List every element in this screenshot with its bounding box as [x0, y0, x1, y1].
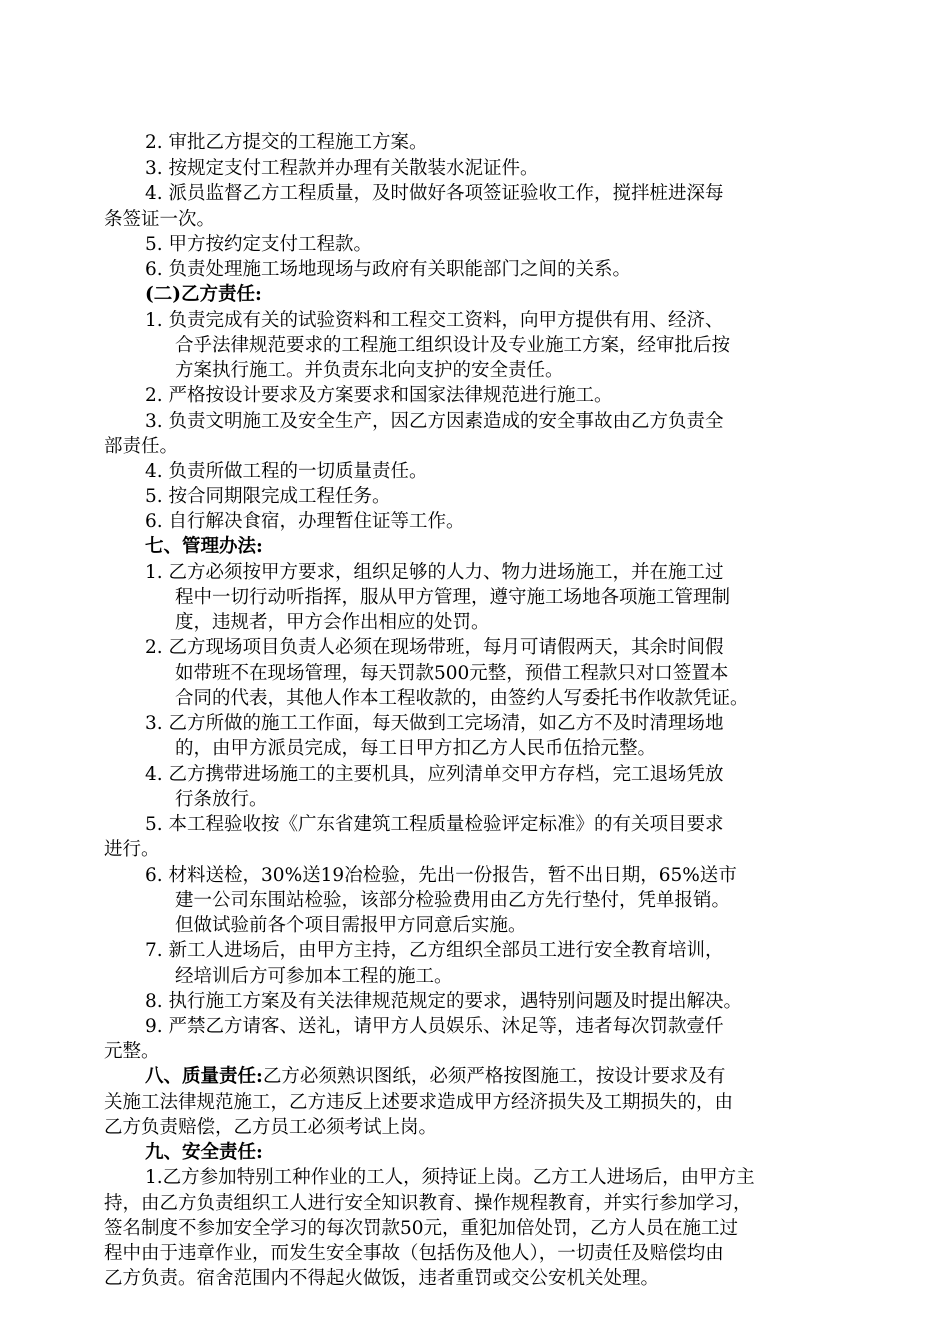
text-line: 4. 负责所做工程的一切质量责任。	[145, 461, 428, 482]
text-line: 条签证一次。	[104, 209, 216, 230]
text-line: 6. 自行解决食宿，办理暂住证等工作。	[145, 511, 465, 532]
text-line: 6. 负责处理施工场地现场与政府有关职能部门之间的关系。	[145, 259, 632, 280]
section-heading: (二)乙方责任:	[145, 284, 262, 305]
text-line: 程中一切行动听指挥，服从甲方管理，遵守施工场地各项施工管理制	[175, 587, 731, 608]
section-heading: 八、质量责任:	[145, 1066, 263, 1087]
text-line: 进行。	[104, 839, 160, 860]
paragraph-line	[145, 1065, 725, 1089]
text-line: 合乎法律规范要求的工程施工组织设计及专业施工方案，经审批后按	[175, 335, 731, 356]
text-line: 2. 乙方现场项目负责人必须在现场带班，每月可请假两天，其余时间假	[145, 637, 724, 658]
text-line: 部责任。	[104, 436, 179, 457]
text-line: 如带班不在现场管理，每天罚款500元整，预借工程款只对口签置本	[175, 663, 729, 684]
text-line: 9. 严禁乙方请客、送礼，请甲方人员娱乐、沐足等，违者每次罚款壹仟	[145, 1016, 724, 1037]
text-line: 持，由乙方负责组织工人进行安全知识教育、操作规程教育，并实行参加学习，	[104, 1193, 752, 1214]
text-line: 方案执行施工。并负责东北向支护的安全责任。	[175, 360, 564, 381]
text-line: 3. 乙方所做的施工工作面，每天做到工完场清，如乙方不及时清理场地	[145, 713, 724, 734]
text-line: 1.乙方参加特别工种作业的工人，须持证上岗。乙方工人进场后，由甲方主	[145, 1167, 755, 1188]
text-line: 的，由甲方派员完成，每工日甲方扣乙方人民币伍拾元整。	[175, 738, 657, 759]
text-line: 2. 严格按设计要求及方案要求和国家法律规范进行施工。	[145, 385, 613, 406]
text-line: 经培训后方可参加本工程的施工。	[175, 966, 453, 987]
text-line: 签名制度不参加安全学习的每次罚款50元，重犯加倍处罚，乙方人员在施工过	[104, 1218, 739, 1239]
text-line: 2. 审批乙方提交的工程施工方案。	[145, 132, 428, 153]
text-line: 3. 负责文明施工及安全生产，因乙方因素造成的安全事故由乙方负责全	[145, 411, 724, 432]
text-line: 乙方负责。宿舍范围内不得起火做饭，违者重罚或交公安机关处理。	[104, 1268, 660, 1289]
section-heading: 九、安全责任:	[145, 1142, 263, 1163]
text-line: 1. 负责完成有关的试验资料和工程交工资料，向甲方提供有用、经济、	[145, 310, 724, 331]
text-line: 建一公司东围站检验，该部分检验费用由乙方先行垫付，凭单报销。	[175, 890, 731, 911]
text-line: 5. 本工程验收按《广东省建筑工程质量检验评定标准》的有关项目要求	[145, 814, 724, 835]
text-line: 乙方负责赔偿，乙方员工必须考试上岗。	[104, 1117, 438, 1138]
text-line: 程中由于违章作业，而发生安全事故（包括伤及他人），一切责任及赔偿均由	[104, 1243, 724, 1264]
text-line: 合同的代表，其他人作本工程收款的，由签约人写委托书作收款凭证。	[175, 688, 749, 709]
text-line: 但做试验前各个项目需报甲方同意后实施。	[175, 915, 527, 936]
text-line: 4. 派员监督乙方工程质量，及时做好各项签证验收工作，搅拌桩进深每	[145, 183, 724, 204]
text-line: 5. 按合同期限完成工程任务。	[145, 486, 391, 507]
text-line: 7. 新工人进场后，由甲方主持，乙方组织全部员工进行安全教育培训，	[145, 940, 724, 961]
section-heading: 七、管理办法:	[145, 536, 263, 557]
text-line: 度，违规者，甲方会作出相应的处罚。	[175, 612, 490, 633]
text-line: 关施工法律规范施工，乙方违反上述要求造成甲方经济损失及工期损失的，由	[104, 1092, 734, 1113]
text-line: 3. 按规定支付工程款并办理有关散装水泥证件。	[145, 158, 539, 179]
text-line: 1. 乙方必须按甲方要求，组织足够的人力、物力进场施工，并在施工过	[145, 562, 724, 583]
text-line: 行条放行。	[175, 789, 268, 810]
text-line: 6. 材料送检，30%送19冶检验，先出一份报告，暂不出日期，65%送市	[145, 865, 737, 886]
text-line: 5. 甲方按约定支付工程款。	[145, 234, 373, 255]
text-line: 8. 执行施工方案及有关法律规范规定的要求，遇特别问题及时提出解决。	[145, 991, 743, 1012]
text-line: 4. 乙方携带进场施工的主要机具，应列清单交甲方存档，完工退场凭放	[145, 764, 724, 785]
text-line: 元整。	[104, 1041, 160, 1062]
text-run: 乙方必须熟识图纸，必须严格按图施工，按设计要求及有	[262, 1066, 726, 1087]
